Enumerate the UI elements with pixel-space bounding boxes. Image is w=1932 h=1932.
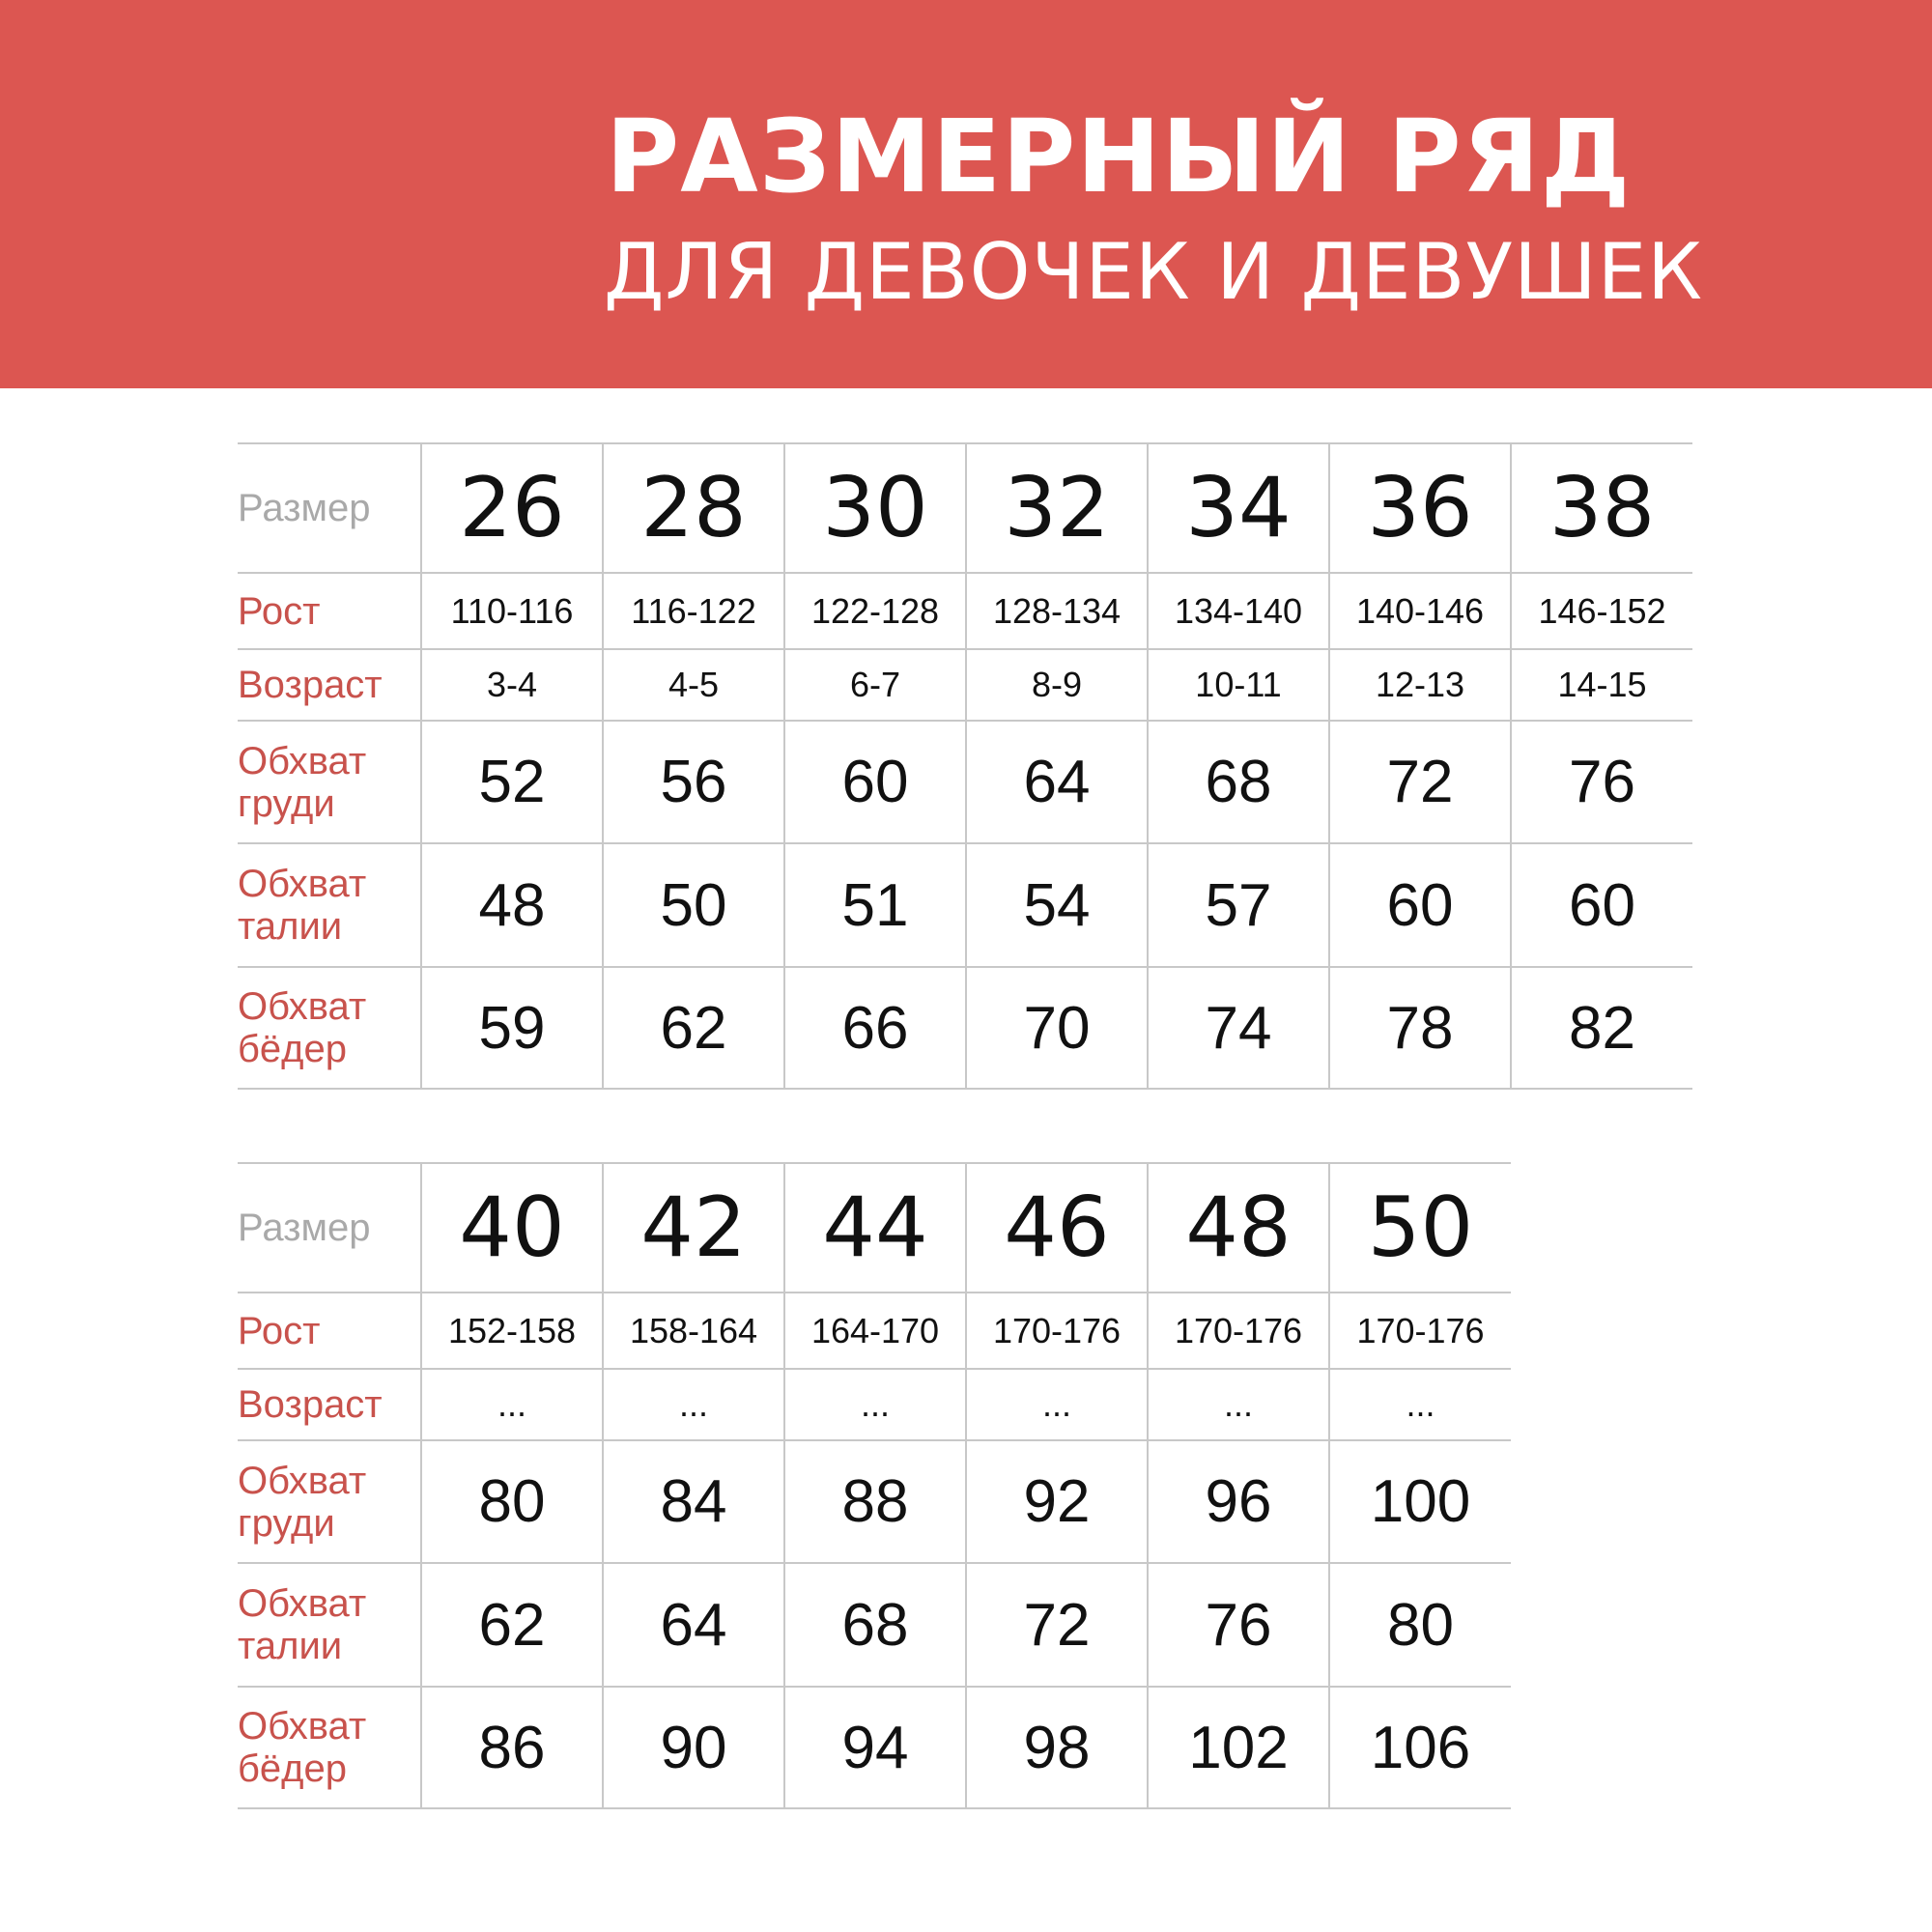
- waist-cell: 60: [1511, 843, 1692, 967]
- waist-cell: 48: [421, 843, 603, 967]
- size-cell: 28: [603, 443, 784, 573]
- waist-cell: 51: [784, 843, 966, 967]
- row-label-hips: Обхват бёдер: [238, 1687, 421, 1808]
- hips-cell: 102: [1148, 1687, 1329, 1808]
- chest-row: [238, 1440, 1511, 1563]
- row-label-size: Размер: [238, 1163, 421, 1293]
- hips-cell: 90: [603, 1687, 784, 1808]
- chest-cell: 84: [603, 1440, 784, 1563]
- chest-cell: 76: [1511, 721, 1692, 843]
- header-banner: [0, 0, 1932, 388]
- hips-row: [238, 967, 1692, 1089]
- size-cell: 44: [784, 1163, 966, 1293]
- hips-cell: 62: [603, 967, 784, 1089]
- height-cell: 140-146: [1329, 573, 1511, 649]
- height-cell: 152-158: [421, 1293, 603, 1369]
- hips-cell: 74: [1148, 967, 1329, 1089]
- height-cell: 134-140: [1148, 573, 1329, 649]
- size-row: [238, 443, 1692, 573]
- row-label-height: Рост: [238, 1293, 421, 1369]
- age-cell: ...: [603, 1369, 784, 1440]
- row-label-waist: Обхват талии: [238, 1563, 421, 1687]
- chest-cell: 92: [966, 1440, 1148, 1563]
- height-row: [238, 573, 1692, 649]
- age-cell: 3-4: [421, 649, 603, 721]
- waist-cell: 60: [1329, 843, 1511, 967]
- chest-cell: 68: [1148, 721, 1329, 843]
- size-cell: 46: [966, 1163, 1148, 1293]
- waist-cell: 72: [966, 1563, 1148, 1687]
- age-cell: 8-9: [966, 649, 1148, 721]
- chest-cell: 96: [1148, 1440, 1329, 1563]
- page-subtitle: ДЛЯ ДЕВОЧЕК И ДЕВУШЕК: [604, 227, 1704, 317]
- hips-cell: 66: [784, 967, 966, 1089]
- age-cell: ...: [1329, 1369, 1511, 1440]
- height-cell: 146-152: [1511, 573, 1692, 649]
- height-cell: 170-176: [1329, 1293, 1511, 1369]
- size-cell: 42: [603, 1163, 784, 1293]
- age-cell: ...: [784, 1369, 966, 1440]
- hips-cell: 59: [421, 967, 603, 1089]
- hips-cell: 70: [966, 967, 1148, 1089]
- size-cell: 26: [421, 443, 603, 573]
- hips-cell: 106: [1329, 1687, 1511, 1808]
- chest-cell: 56: [603, 721, 784, 843]
- age-cell: ...: [1148, 1369, 1329, 1440]
- hips-cell: 94: [784, 1687, 966, 1808]
- row-label-waist: Обхват талии: [238, 843, 421, 967]
- chest-cell: 64: [966, 721, 1148, 843]
- hips-cell: 82: [1511, 967, 1692, 1089]
- waist-cell: 68: [784, 1563, 966, 1687]
- row-label-age: Возраст: [238, 1369, 421, 1440]
- size-row: [238, 1163, 1511, 1293]
- hips-cell: 98: [966, 1687, 1148, 1808]
- waist-cell: 62: [421, 1563, 603, 1687]
- size-cell: 50: [1329, 1163, 1511, 1293]
- size-cell: 36: [1329, 443, 1511, 573]
- height-cell: 122-128: [784, 573, 966, 649]
- height-cell: 170-176: [966, 1293, 1148, 1369]
- waist-row: [238, 843, 1692, 967]
- age-row: [238, 1369, 1511, 1440]
- waist-cell: 64: [603, 1563, 784, 1687]
- age-cell: 10-11: [1148, 649, 1329, 721]
- row-label-chest: Обхват груди: [238, 1440, 421, 1563]
- row-label-age: Возраст: [238, 649, 421, 721]
- size-cell: 34: [1148, 443, 1329, 573]
- height-cell: 164-170: [784, 1293, 966, 1369]
- age-cell: 12-13: [1329, 649, 1511, 721]
- waist-cell: 80: [1329, 1563, 1511, 1687]
- size-cell: 30: [784, 443, 966, 573]
- waist-row: [238, 1563, 1511, 1687]
- height-cell: 158-164: [603, 1293, 784, 1369]
- height-cell: 116-122: [603, 573, 784, 649]
- row-label-height: Рост: [238, 573, 421, 649]
- hips-row: [238, 1687, 1511, 1808]
- height-cell: 128-134: [966, 573, 1148, 649]
- age-cell: 14-15: [1511, 649, 1692, 721]
- age-cell: ...: [421, 1369, 603, 1440]
- chest-cell: 72: [1329, 721, 1511, 843]
- chest-cell: 80: [421, 1440, 603, 1563]
- row-label-hips: Обхват бёдер: [238, 967, 421, 1089]
- chest-cell: 52: [421, 721, 603, 843]
- age-row: [238, 649, 1692, 721]
- chest-cell: 88: [784, 1440, 966, 1563]
- height-cell: 170-176: [1148, 1293, 1329, 1369]
- size-cell: 48: [1148, 1163, 1329, 1293]
- size-cell: 38: [1511, 443, 1692, 573]
- page-title: РАЗМЕРНЫЙ РЯД: [606, 98, 1632, 215]
- hips-cell: 86: [421, 1687, 603, 1808]
- chest-cell: 100: [1329, 1440, 1511, 1563]
- hips-cell: 78: [1329, 967, 1511, 1089]
- waist-cell: 50: [603, 843, 784, 967]
- waist-cell: 54: [966, 843, 1148, 967]
- chest-row: [238, 721, 1692, 843]
- row-label-chest: Обхват груди: [238, 721, 421, 843]
- size-table-1: [238, 442, 1692, 1090]
- age-cell: 6-7: [784, 649, 966, 721]
- height-row: [238, 1293, 1511, 1369]
- chest-cell: 60: [784, 721, 966, 843]
- age-cell: 4-5: [603, 649, 784, 721]
- waist-cell: 76: [1148, 1563, 1329, 1687]
- size-cell: 40: [421, 1163, 603, 1293]
- size-cell: 32: [966, 443, 1148, 573]
- height-cell: 110-116: [421, 573, 603, 649]
- size-table-2: [238, 1162, 1511, 1809]
- waist-cell: 57: [1148, 843, 1329, 967]
- age-cell: ...: [966, 1369, 1148, 1440]
- row-label-size: Размер: [238, 443, 421, 573]
